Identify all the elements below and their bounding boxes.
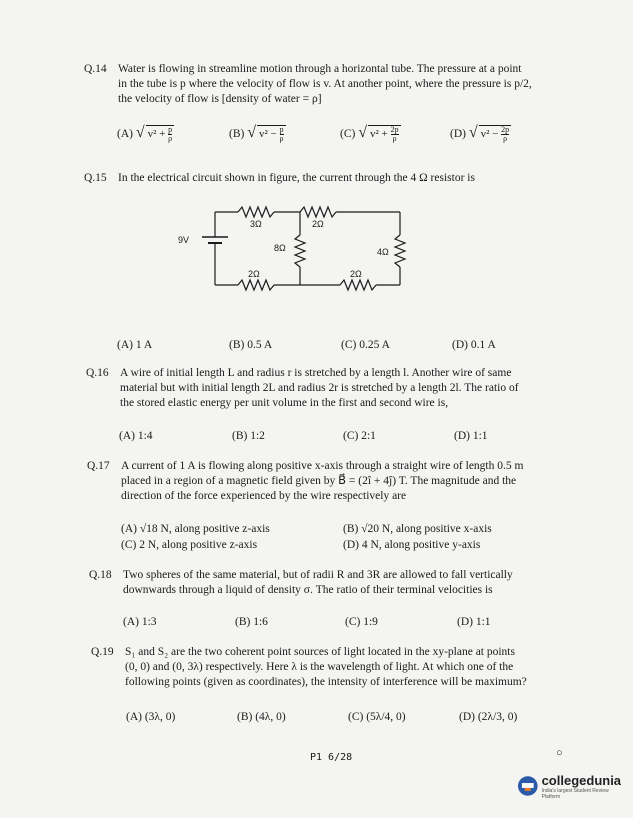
fraction-den: ρ bbox=[279, 133, 284, 143]
question-text bbox=[125, 645, 527, 690]
question-text bbox=[120, 366, 519, 411]
option-base: v² − bbox=[259, 128, 277, 140]
question-line: direction of the force experienced by the wire respectively are bbox=[121, 490, 407, 502]
question-line: Two spheres of the same material, but of radii R and 3R are allowed to fall vertically bbox=[123, 569, 513, 581]
option-a[interactable]: (A) 1:4 bbox=[119, 430, 153, 442]
option-c[interactable]: (C) (5λ/4, 0) bbox=[348, 711, 406, 723]
question-number: Q.18 bbox=[89, 569, 112, 581]
resistor-top2-label: 2Ω bbox=[312, 219, 324, 229]
question-number: Q.15 bbox=[84, 172, 107, 184]
circuit-diagram bbox=[160, 195, 450, 305]
question-line: the velocity of flow is [density of water = ρ] bbox=[118, 93, 322, 105]
option-base: v² + bbox=[370, 128, 388, 140]
question-line: downwards through a liquid of density σ. The ratio of their terminal velocities is bbox=[123, 584, 493, 596]
question-number: Q.19 bbox=[91, 646, 114, 658]
option-a[interactable]: (A) 1:3 bbox=[123, 616, 157, 628]
option-label: (C) bbox=[340, 128, 356, 140]
question-line: (0, 0) and (0, 3λ) respectively. Here λ is the wavelength of light. At which one of the bbox=[125, 661, 514, 673]
option-a[interactable]: (A) √ v² + $\frac{p}{\rho}$ bbox=[117, 124, 173, 143]
question-14 bbox=[84, 62, 564, 110]
option-label: (B) bbox=[229, 128, 245, 140]
resistor-bot1-label: 2Ω bbox=[248, 269, 260, 279]
option-c[interactable]: (C) 0.25 A bbox=[341, 339, 390, 351]
option-a[interactable]: (A) (3λ, 0) bbox=[126, 711, 176, 723]
question-line: following points (given as coordinates), the intensity of interference will be maximum? bbox=[125, 676, 527, 688]
option-c[interactable]: (C) 2 N, along positive z-axis bbox=[121, 539, 258, 551]
question-line: in the tube is p where the velocity of flow is v. At another point, where the pressure is p/2, bbox=[118, 78, 532, 90]
option-b[interactable]: (B) 0.5 A bbox=[229, 339, 273, 351]
fraction-num: 2p bbox=[390, 124, 399, 134]
question-text bbox=[118, 171, 475, 186]
option-label: (A) bbox=[117, 128, 133, 140]
question-text bbox=[123, 568, 513, 598]
question-17 bbox=[87, 459, 567, 507]
question-line: Water is flowing in streamline motion through a horizontal tube. The pressure at a point bbox=[118, 63, 522, 75]
fraction-den: ρ bbox=[392, 133, 397, 143]
option-c[interactable]: (C) √ v² + $\frac{2p}{\rho}$ bbox=[340, 124, 399, 143]
option-d[interactable]: (D) (2λ/3, 0) bbox=[459, 711, 518, 723]
option-base: v² + bbox=[147, 128, 166, 140]
fraction bbox=[391, 126, 399, 143]
question-18 bbox=[89, 568, 569, 600]
question-line: A current of 1 A is flowing along positive x-axis through a straight wire of length 0.5 m bbox=[121, 460, 524, 472]
fraction-num: 2p bbox=[501, 124, 510, 134]
circle-mark-icon: ○ bbox=[556, 747, 563, 759]
fraction bbox=[501, 126, 509, 143]
option-c[interactable]: (C) 2:1 bbox=[343, 430, 376, 442]
question-line: material but with initial length 2L and radius 2r is stretched by a length 2l. The ratio of bbox=[120, 382, 519, 394]
resistor-right-label: 4Ω bbox=[377, 247, 389, 257]
fraction-num: p bbox=[168, 124, 173, 134]
option-b[interactable]: (B) √ v² − $\frac{p}{\rho}$ bbox=[229, 124, 284, 143]
page-number: P1 6/28 bbox=[310, 752, 353, 763]
logo-icon bbox=[517, 775, 539, 797]
option-d[interactable]: (D) √ v² − $\frac{2p}{\rho}$ bbox=[450, 124, 510, 143]
question-15 bbox=[84, 171, 564, 187]
option-d[interactable]: (D) 1:1 bbox=[454, 430, 488, 442]
question-19 bbox=[91, 645, 571, 693]
question-line: the stored elastic energy per unit volume in the first and second wire is, bbox=[120, 397, 449, 409]
option-a[interactable]: (A) √18 N, along positive z-axis bbox=[121, 523, 270, 535]
fraction-den: ρ bbox=[503, 133, 508, 143]
fraction bbox=[168, 126, 172, 143]
option-b[interactable]: (B) 1:6 bbox=[235, 616, 268, 628]
logo-text: collegedunia bbox=[541, 772, 622, 788]
option-base: v² − bbox=[480, 128, 499, 140]
question-line: placed in a region of a magnetic field given by B⃗ = (2î + 4ĵ) T. The magnitude and the bbox=[121, 475, 517, 487]
question-line: A wire of initial length L and radius r is stretched by a length l. Another wire of same bbox=[120, 367, 512, 379]
question-line: In the electrical circuit shown in figure, the current through the 4 Ω resistor is bbox=[118, 172, 475, 184]
resistor-mid-label: 8Ω bbox=[274, 243, 286, 253]
logo-tagline: India's largest Student Review Platform bbox=[541, 787, 609, 800]
option-d[interactable]: (D) 4 N, along positive y-axis bbox=[343, 539, 481, 551]
option-a[interactable]: (A) 1 A bbox=[117, 339, 153, 351]
question-line: S₁ and S₂ are the two coherent point sources of light located in the xy-plane at points bbox=[125, 646, 515, 658]
option-b[interactable]: (B) 1:2 bbox=[232, 430, 265, 442]
resistor-bot2-label: 2Ω bbox=[350, 269, 362, 279]
option-d[interactable]: (D) 1:1 bbox=[457, 616, 491, 628]
question-text bbox=[118, 62, 532, 107]
question-number: Q.16 bbox=[86, 367, 109, 379]
fraction-num: p bbox=[279, 124, 284, 134]
resistor-top1-label: 3Ω bbox=[250, 219, 262, 229]
fraction bbox=[280, 126, 284, 143]
option-b[interactable]: (B) (4λ, 0) bbox=[237, 711, 286, 723]
option-c[interactable]: (C) 1:9 bbox=[345, 616, 378, 628]
question-number: Q.17 bbox=[87, 460, 110, 472]
question-text bbox=[121, 459, 523, 504]
fraction-den: ρ bbox=[168, 133, 173, 143]
option-label: (D) bbox=[450, 128, 466, 140]
brand-logo[interactable] bbox=[517, 772, 627, 800]
option-d[interactable]: (D) 0.1 A bbox=[452, 339, 496, 351]
option-b[interactable]: (B) √20 N, along positive x-axis bbox=[343, 523, 492, 535]
battery-label: 9V bbox=[178, 235, 190, 245]
question-16 bbox=[86, 366, 566, 414]
question-number: Q.14 bbox=[84, 63, 107, 75]
